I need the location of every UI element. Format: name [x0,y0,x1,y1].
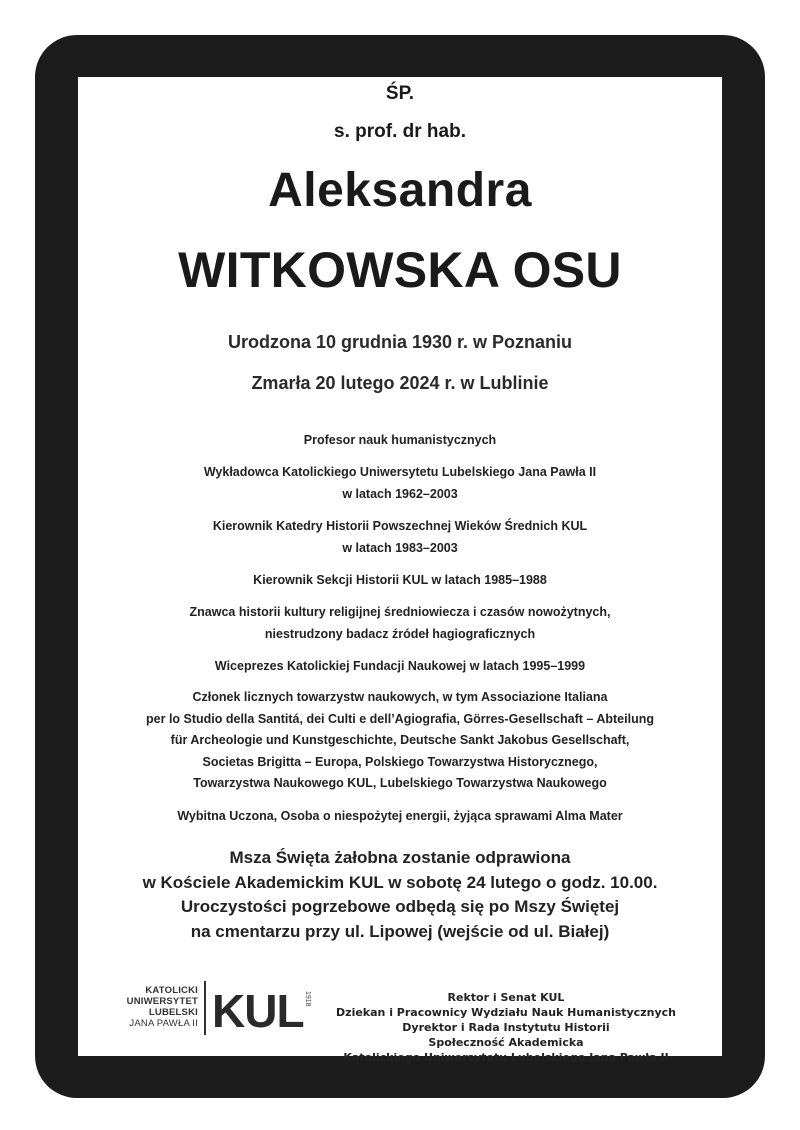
bio-line: per lo Studio della Santitá, dei Culti e dell’Agiografia, Görres-Gesellschaft – Abteilung [146,711,654,726]
bio-paragraph [78,461,722,505]
bio-line: Wiceprezes Katolickiej Fundacji Naukowej w latach 1995–1999 [214,659,586,673]
bio-line: Towarzystwa Naukowego KUL, Lubelskiego Towarzystwa Naukowego [193,776,607,790]
obituary-sheet [78,77,722,1064]
logo-mark-text: KUL [212,985,304,1035]
bio-line: Wykładowca Katolickiego Uniwersytetu Lubelskiego Jana Pawła II [203,465,597,479]
bio-line: Kierownik Katedry Historii Powszechnej Wieków Średnich KUL [212,519,588,533]
logo-divider [204,981,206,1035]
prefix-sp: ŚP. [385,83,415,104]
funeral-announcement [78,846,722,944]
bio-paragraph [78,655,722,677]
bio-line: Societas Brigitta – Europa, Polskiego Towarzystwa Historycznego, [202,754,598,769]
bio-line: Członek licznych towarzystw naukowych, w tym Associazione Italiana [192,690,608,704]
bio-line: w latach 1962–2003 [342,487,458,501]
signer-line: Rektor i Senat KUL [447,991,565,1004]
funeral-line: na cmentarzu przy ul. Lipowej (wejście od ul. Białej) [190,921,610,941]
bio-paragraph [78,515,722,559]
first-name: Aleksandra [268,164,532,217]
bio-paragraph [78,429,722,451]
funeral-line: Msza Święta żałobna zostanie odprawiona [229,848,571,867]
bio-line: w latach 1983–2003 [342,541,458,555]
bio-line: niestrudzony badacz źródeł hagiograficznych [264,627,536,641]
mourning-frame [35,35,765,1098]
bio-line: für Archeologie und Kunstgeschichte, Deutsche Sankt Jakobus Gesellschaft, [170,733,630,747]
biography [78,429,722,837]
kul-mark-icon [212,985,312,1035]
signer-line: Dyrektor i Rada Instytutu Historii [402,1021,610,1034]
logo-line: LUBELSKI [148,1007,198,1018]
death-date: Zmarła 20 lutego 2024 r. w Lublinie [251,373,549,393]
bio-paragraph [78,805,722,827]
logo-line: KATOLICKI [145,985,198,996]
logo-year: 1918 [304,991,311,1007]
last-name: WITKOWSKA OSU [178,242,622,298]
logo-line: JANA PAWŁA II [129,1018,198,1029]
logo-line: UNIWERSYTET [126,996,198,1007]
bio-line: Znawca historii kultury religijnej średniowiecza i czasów nowożytnych, [189,605,611,619]
bio-paragraph [78,687,722,795]
bio-line: Wybitna Uczona, Osoba o niespożytej energii, żyjąca sprawami Alma Mater [177,808,623,823]
signer-line: Katolickiego Uniwersytetu Lubelskiego Jana Pawła II [343,1051,669,1064]
birth-date: Urodzona 10 grudnia 1930 r. w Poznaniu [227,332,573,352]
funeral-line: Uroczystości pogrzebowe odbędą się po Mszy Świętej [180,897,620,916]
signatories [301,990,711,1065]
signer-line: Społeczność Akademicka [428,1036,584,1049]
bio-paragraph [78,569,722,591]
bio-line: Profesor nauk humanistycznych [303,433,497,447]
logo-wordmark [127,985,198,1029]
kul-logo [114,979,311,1039]
bio-paragraph [78,601,722,645]
signer-line: Dziekan i Pracownicy Wydziału Nauk Humanistycznych [336,1006,676,1019]
funeral-line: w Kościele Akademickim KUL w sobotę 24 lutego o godz. 10.00. [142,872,658,892]
bio-line: Kierownik Sekcji Historii KUL w latach 1985–1988 [253,573,547,587]
academic-title: s. prof. dr hab. [334,121,466,142]
